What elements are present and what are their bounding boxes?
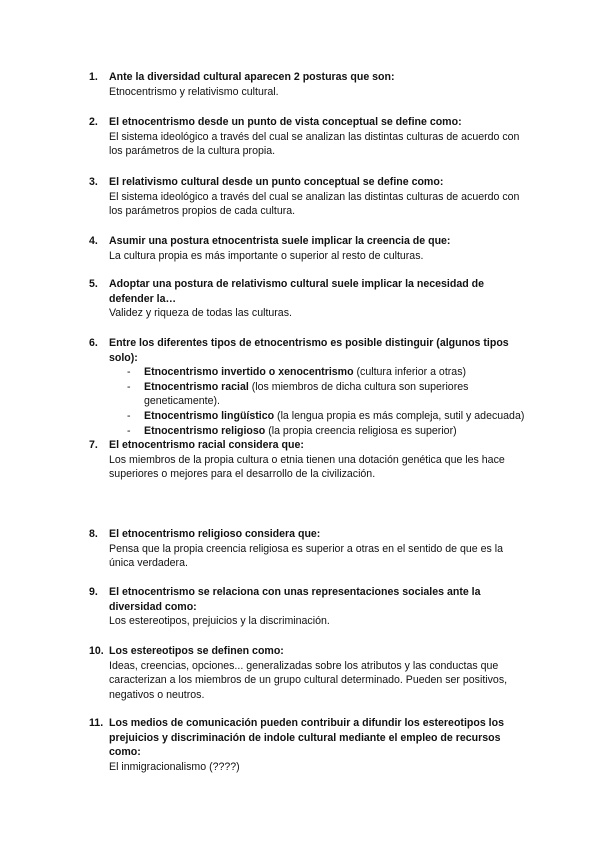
- answer-text: El sistema ideológico a través del cual se analizan las distintas culturas de acuerdo con los parámetros propios de cada cultura.: [109, 190, 520, 218]
- dash-bullet: -: [127, 409, 131, 422]
- question-text: El etnocentrismo religioso considera que:: [109, 528, 321, 540]
- question-text: El relativismo cultural desde un punto conceptual se define como:: [109, 176, 444, 188]
- question-text: El etnocentrismo racial considera que:: [109, 439, 304, 451]
- question-7: [89, 438, 529, 482]
- list-item: [109, 424, 529, 439]
- question-4: [89, 234, 529, 263]
- term-label: Etnocentrismo lingüístico: [144, 409, 275, 422]
- question-text: El etnocentrismo se relaciona con unas representaciones sociales ante la diversidad como:: [109, 586, 481, 613]
- answer-text: La cultura propia es más importante o superior al resto de culturas.: [109, 249, 424, 262]
- answer-text: Validez y riqueza de todas las culturas.: [109, 307, 292, 320]
- term-label: Etnocentrismo invertido o xenocentrismo: [144, 366, 354, 379]
- question-number: 7.: [89, 439, 98, 451]
- question-number: 10.: [89, 645, 104, 657]
- answer-text: El inmigracionalismo (????): [109, 760, 240, 773]
- ethnocentrism-types-list: [109, 365, 529, 438]
- term-description: (la propia creencia religiosa es superior): [265, 424, 457, 437]
- question-number: 1.: [89, 71, 98, 83]
- question-text: Adoptar una postura de relativismo cultural suele implicar la necesidad de defender la…: [109, 278, 485, 305]
- term-description: (cultura inferior a otras): [353, 366, 467, 379]
- question-11: [89, 716, 529, 774]
- question-number: 2.: [89, 116, 98, 128]
- question-2: [89, 115, 529, 159]
- dash-bullet: -: [127, 424, 131, 437]
- dash-bullet: -: [127, 366, 131, 379]
- answer-text: Los miembros de la propia cultura o etnia tienen una dotación genética que les hace superiores o mejores para el desarrollo de la civilización.: [109, 453, 505, 481]
- term-label: Etnocentrismo racial: [144, 380, 249, 393]
- question-number: 4.: [89, 235, 98, 247]
- question-number: 9.: [89, 586, 98, 598]
- term-description: (los miembros de dicha cultura son superiores geneticamente).: [144, 380, 469, 408]
- question-text: Asumir una postura etnocentrista suele implicar la creencia de que:: [109, 235, 451, 247]
- question-text: Los medios de comunicación pueden contribuir a difundir los estereotipos los prejuicios y discriminación de indole cultural mediante el empleo de recursos como:: [109, 717, 504, 759]
- list-item: [109, 409, 529, 424]
- question-1: [89, 70, 529, 99]
- question-number: 6.: [89, 337, 98, 349]
- question-5: [89, 277, 529, 321]
- list-item: [109, 365, 529, 380]
- question-number: 3.: [89, 176, 98, 188]
- answer-text: Los estereotipos, prejuicios y la discriminación.: [109, 615, 330, 628]
- question-text: Los estereotipos se definen como:: [109, 645, 284, 657]
- question-3: [89, 175, 529, 219]
- question-number: 8.: [89, 528, 98, 540]
- answer-text: El sistema ideológico a través del cual se analizan las distintas culturas de acuerdo con los parámetros de la cultura propia.: [109, 130, 520, 158]
- question-text: Ante la diversidad cultural aparecen 2 posturas que son:: [109, 71, 395, 83]
- question-6: [89, 336, 529, 438]
- question-9: [89, 585, 529, 629]
- term-label: Etnocentrismo religioso: [144, 424, 266, 437]
- dash-bullet: -: [127, 380, 131, 393]
- answer-text: Ideas, creencias, opciones... generalizadas sobre los atributos y las conductas que caracterizan a los miembros de un grupo cultural determinado. Pueden ser positivos, negativos o neutros.: [109, 659, 508, 701]
- question-text: Entre los diferentes tipos de etnocentrismo es posible distinguir (algunos tipos solo):: [109, 337, 509, 364]
- answer-text: Pensa que la propia creencia religiosa es superior a otras en el sentido de que es la única verdadera.: [109, 542, 503, 570]
- answer-text: Etnocentrismo y relativismo cultural.: [109, 85, 279, 98]
- question-text: El etnocentrismo desde un punto de vista conceptual se define como:: [109, 116, 462, 128]
- term-description: (la lengua propia es más compleja, sutil y adecuada): [274, 409, 525, 422]
- question-number: 5.: [89, 278, 98, 290]
- question-number: 11.: [89, 717, 104, 729]
- question-10: [89, 644, 529, 702]
- list-item: [109, 380, 529, 409]
- question-8: [89, 527, 529, 571]
